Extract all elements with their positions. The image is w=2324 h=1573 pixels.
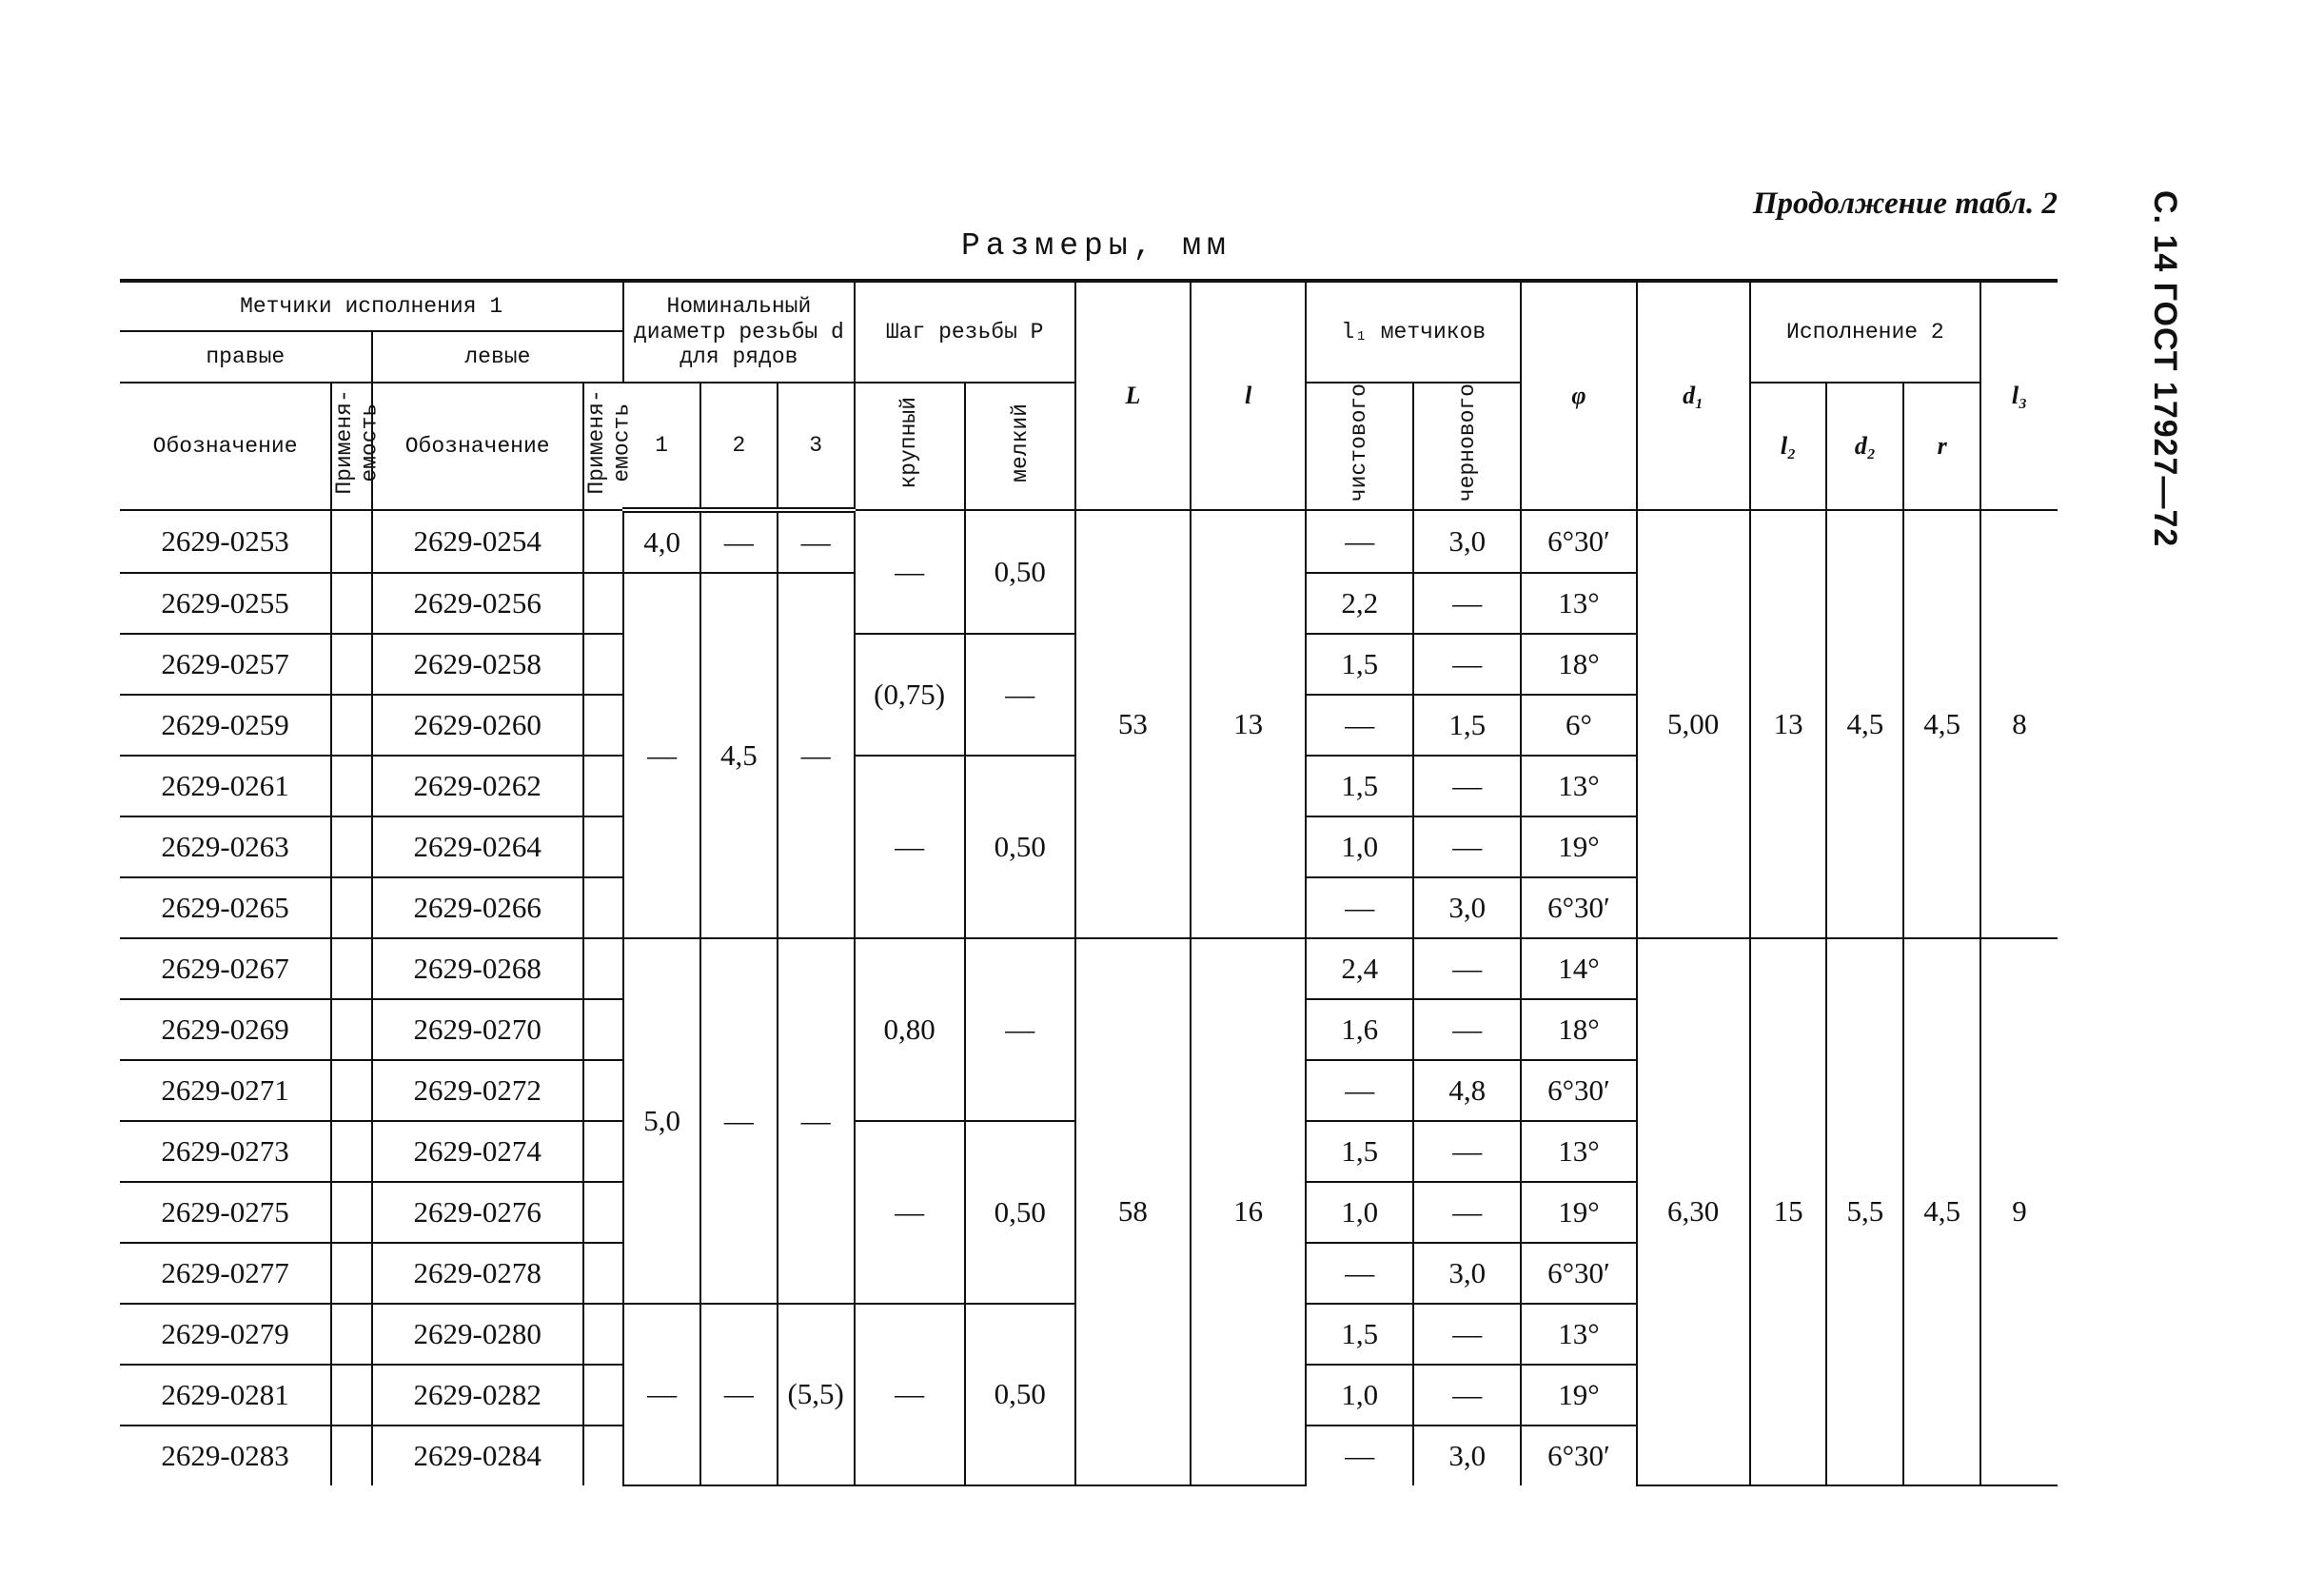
cell-fine: — [965,938,1075,1121]
cell-fin: 1,5 [1306,634,1413,695]
cell-right: 2629-0263 [120,816,331,877]
cell-fin: 1,5 [1306,1121,1413,1182]
header-row2: 2 [700,383,778,510]
cell-fin: — [1306,877,1413,938]
cell-rough: — [1413,1365,1521,1426]
cell-l3: 8 [1980,510,2058,938]
cell-l: 16 [1191,938,1306,1485]
cell-appL [583,634,623,695]
header-l3: l₃ [1980,281,2058,510]
header-r: r [1903,383,1980,510]
cell-d3: — [778,938,855,1304]
cell-fin: 2,4 [1306,938,1413,999]
cell-r: 4,5 [1903,510,1980,938]
cell-phi: 19° [1521,816,1636,877]
cell-appL [583,1426,623,1485]
cell-appR [331,756,371,816]
cell-d2: 4,5 [700,573,778,938]
cell-left: 2629-0282 [372,1365,583,1426]
header-d2: d₂ [1826,383,1903,510]
cell-d1: — [623,573,700,938]
cell-appL [583,695,623,756]
cell-appL [583,1121,623,1182]
header-right: правые [120,331,372,383]
cell-right: 2629-0273 [120,1121,331,1182]
cell-fine: 0,50 [965,1304,1075,1485]
cell-coarse: (0,75) [855,634,965,756]
cell-phi: 6°30′ [1521,877,1636,938]
cell-appL [583,510,623,573]
dimensions-caption: Размеры, мм [961,228,1231,264]
cell-appR [331,1182,371,1243]
cell-r: 4,5 [1903,938,1980,1485]
header-nominal-diameter: Номинальный диаметр резьбы d для рядов [623,281,854,383]
cell-l2: 15 [1750,938,1827,1485]
cell-fin: 1,6 [1306,999,1413,1060]
cell-right: 2629-0281 [120,1365,331,1426]
cell-phi: 13° [1521,573,1636,634]
cell-fin: — [1306,1426,1413,1485]
header-fine: мелкий [965,383,1075,510]
cell-rough: 1,5 [1413,695,1521,756]
cell-fin: 1,0 [1306,1365,1413,1426]
cell-left: 2629-0278 [372,1243,583,1304]
cell-phi: 13° [1521,1304,1636,1365]
cell-left: 2629-0262 [372,756,583,816]
cell-phi: 14° [1521,938,1636,999]
cell-right: 2629-0259 [120,695,331,756]
cell-fine: 0,50 [965,510,1075,634]
header-right-designation: Обозначение [120,383,331,510]
header-l2: l₂ [1750,383,1827,510]
cell-left: 2629-0260 [372,695,583,756]
cell-right: 2629-0275 [120,1182,331,1243]
cell-left: 2629-0272 [372,1060,583,1121]
cell-appL [583,1182,623,1243]
cell-rough: 4,8 [1413,1060,1521,1121]
cell-left: 2629-0274 [372,1121,583,1182]
cell-right: 2629-0257 [120,634,331,695]
cell-rough: 3,0 [1413,1243,1521,1304]
cell-left: 2629-0268 [372,938,583,999]
header-right-applicability: Применя-емость [331,383,371,510]
cell-rough: — [1413,1182,1521,1243]
cell-appL [583,999,623,1060]
cell-left: 2629-0266 [372,877,583,938]
cell-d2: — [700,1304,778,1485]
header-finishing: чистового [1306,383,1413,510]
cell-fin: 1,0 [1306,1182,1413,1243]
cell-coarse: — [855,510,965,634]
cell-rough: — [1413,756,1521,816]
cell-right: 2629-0265 [120,877,331,938]
cell-appR [331,1365,371,1426]
cell-appR [331,816,371,877]
cell-appL [583,877,623,938]
header-left-designation: Обозначение [372,383,583,510]
header-phi: φ [1521,281,1636,510]
cell-left: 2629-0264 [372,816,583,877]
cell-d1: 4,0 [623,510,700,573]
cell-d2: — [700,510,778,573]
cell-appR [331,1121,371,1182]
cell-appL [583,1365,623,1426]
cell-phi: 18° [1521,634,1636,695]
cell-right: 2629-0283 [161,1438,289,1472]
cell-coarse: — [855,1304,965,1485]
cell-appR [331,1243,371,1304]
cell-appL [583,1060,623,1121]
cell-appR [331,510,371,573]
cell-L: 58 [1075,938,1191,1485]
cell-fin: 1,5 [1306,756,1413,816]
cell-rough: — [1413,1304,1521,1365]
header-row1: 1 [623,383,700,510]
cell-phi: 19° [1521,1182,1636,1243]
cell-phi: 6°30′ [1521,1060,1636,1121]
cell-coarse: — [855,756,965,938]
cell-appR [331,634,371,695]
cell-left: 2629-0258 [372,634,583,695]
cell-fin: — [1306,1060,1413,1121]
cell-phi: 13° [1521,1121,1636,1182]
cell-left: 2629-0254 [372,510,583,573]
cell-phi: 18° [1521,999,1636,1060]
cell-rough: 3,0 [1413,1426,1521,1485]
header-row3: 3 [778,383,855,510]
cell-d3: — [778,510,855,573]
cell-appL [583,938,623,999]
cell-L: 53 [1075,510,1191,938]
header-l: l [1191,281,1306,510]
cell-appR [331,695,371,756]
cell-phi: 19° [1521,1365,1636,1426]
cell-l: 13 [1191,510,1306,938]
header-L: L [1075,281,1191,510]
table-row [120,938,2058,999]
cell-left: 2629-0256 [372,573,583,634]
table-body [120,510,2058,1485]
cell-coarse: — [855,1121,965,1304]
cell-appR [331,938,371,999]
cell-left: 2629-0270 [372,999,583,1060]
cell-appR [331,999,371,1060]
header-d1: d₁ [1637,281,1750,510]
cell-rough: — [1413,938,1521,999]
cell-right: 2629-0277 [120,1243,331,1304]
cell-left: 2629-0284 [372,1426,583,1485]
cell-rough: — [1413,816,1521,877]
cell-l2: 13 [1750,510,1827,938]
header-thread-pitch: Шаг резьбы P [855,281,1075,383]
cell-fine: 0,50 [965,1121,1075,1304]
cell-dd2: 5,5 [1826,938,1903,1485]
cell-d3: (5,5) [778,1304,855,1485]
cell-rough: — [1413,1121,1521,1182]
cell-right: 2629-0253 [120,510,331,573]
cell-rough: — [1413,999,1521,1060]
cell-right: 2629-0271 [120,1060,331,1121]
cell-fin: — [1306,1243,1413,1304]
cell-right: 2629-0269 [120,999,331,1060]
table-continuation-caption: Продолжение табл. 2 [1752,187,2058,221]
cell-d3: — [778,573,855,938]
cell-fin: — [1306,510,1413,573]
cell-fine: 0,50 [965,756,1075,938]
header-version2: Исполнение 2 [1750,281,1980,383]
cell-appL [583,816,623,877]
cell-right: 2629-0261 [120,756,331,816]
cell-appR [331,877,371,938]
cell-appR [331,1060,371,1121]
cell-phi: 13° [1521,756,1636,816]
cell-phi: 6° [1521,695,1636,756]
cell-appL [583,1243,623,1304]
cell-d1: 5,0 [623,938,700,1304]
cell-appL [583,1304,623,1365]
document-side-title: С. 14 ГОСТ 17927—72 [2147,190,2183,548]
cell-phi: 6°30′ [1521,510,1636,573]
cell-d2: — [700,938,778,1304]
cell-dd1: 6,30 [1637,938,1750,1485]
cell-rough: 3,0 [1413,877,1521,938]
cell-appL [583,573,623,634]
cell-fin: 1,0 [1306,816,1413,877]
table-row [120,510,2058,573]
cell-fin: 2,2 [1306,573,1413,634]
cell-l3: 9 [1980,938,2058,1485]
taps-dimensions-table [120,279,2058,1486]
cell-left: 2629-0276 [372,1182,583,1243]
cell-rough: — [1413,634,1521,695]
cell-fin: — [1306,695,1413,756]
cell-dd1: 5,00 [1637,510,1750,938]
cell-coarse: 0,80 [855,938,965,1121]
cell-rough: 3,0 [1413,510,1521,573]
cell-phi: 6°30′ [1521,1426,1636,1485]
cell-appR [331,1426,371,1485]
header-coarse: крупный [855,383,965,510]
cell-appR [331,573,371,634]
cell-fine: — [965,634,1075,756]
header-left-applicability: Применя-емость [583,383,623,510]
cell-right: 2629-0255 [120,573,331,634]
cell-dd2: 4,5 [1826,510,1903,938]
cell-rough: — [1413,573,1521,634]
cell-phi: 6°30′ [1521,1243,1636,1304]
header-l1-taps: l₁ метчиков [1306,281,1521,383]
cell-appR [331,1304,371,1365]
cell-left: 2629-0280 [372,1304,583,1365]
cell-appL [583,756,623,816]
cell-d1: — [623,1304,700,1485]
cell-right: 2629-0279 [120,1304,331,1365]
cell-right: 2629-0267 [120,938,331,999]
cell-fin: 1,5 [1306,1304,1413,1365]
header-taps-type1: Метчики исполнения 1 [120,281,623,331]
header-roughing: чернового [1413,383,1521,510]
header-left: левые [372,331,624,383]
